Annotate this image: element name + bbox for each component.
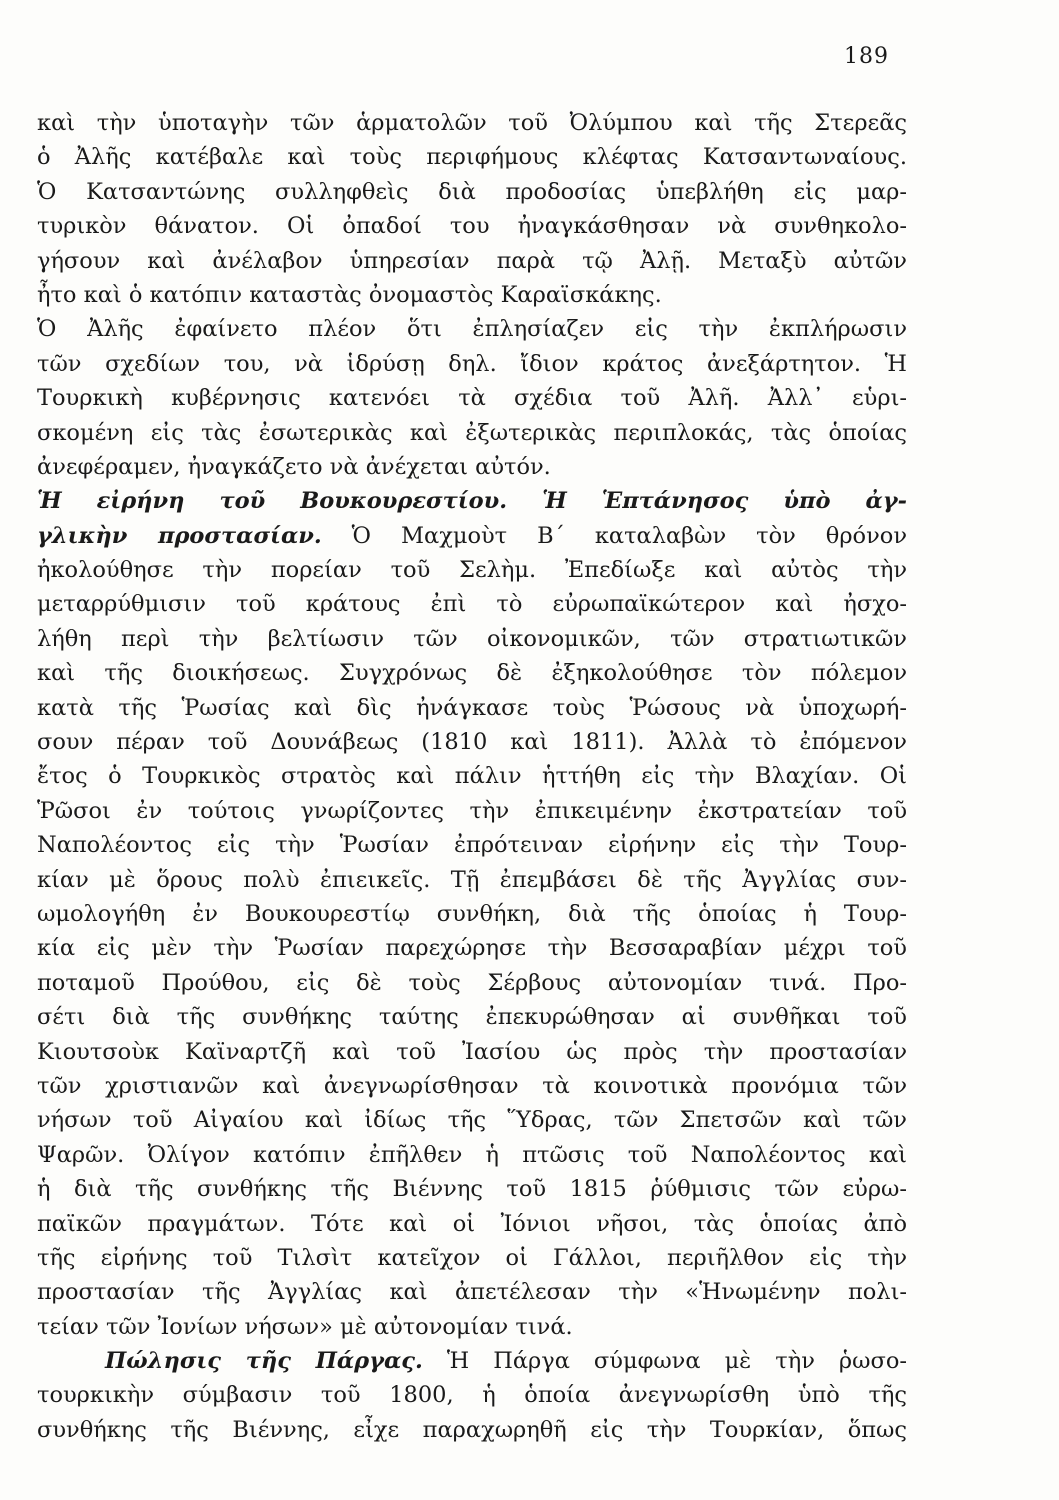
text-segment: τείαν τῶν Ἰονίων νήσων» μὲ αὐτονομίαν τινά.	[37, 1313, 573, 1340]
text-segment: ποταμοῦ Προύθου, εἰς δὲ τοὺς Σέρβους αὐτονομίαν τινά. Προ-	[37, 969, 907, 996]
text-line	[37, 244, 907, 278]
page-number: 189	[844, 44, 889, 69]
text-segment: κία εἰς μὲν τὴν Ῥωσίαν παρεχώρησε τὴν Βεσσαραβίαν μέχρι τοῦ	[37, 935, 907, 962]
text-segment: ἀνεφέραμεν, ἠναγκάζετο νὰ ἀνέχεται αὐτόν.	[37, 453, 551, 480]
text-line	[37, 1207, 907, 1241]
text-line	[37, 656, 907, 690]
text-line	[37, 140, 907, 174]
text-segment: κατὰ τῆς Ῥωσίας καὶ δὶς ἠνάγκασε τοὺς Ῥώσους νὰ ὑποχωρή-	[37, 694, 907, 721]
text-segment: ωμολογήθη ἐν Βουκουρεστίῳ συνθήκη, διὰ τῆς ὁποίας ἡ Τουρ-	[37, 900, 907, 927]
text-segment: Ἡ Πάργα σύμφωνα μὲ τὴν ῥωσο-	[422, 1348, 907, 1375]
text-segment: Ῥῶσοι ἐν τούτοις γνωρίζοντες τὴν ἐπικειμένην ἐκστρατείαν τοῦ	[37, 797, 907, 824]
text-segment: Ψαρῶν. Ὀλίγον κατόπιν ἐπῆλθεν ἡ πτῶσις τοῦ Ναπολέοντος καὶ	[37, 1141, 907, 1168]
text-segment: γήσουν καὶ ἀνέλαβον ὑπηρεσίαν παρὰ τῷ Ἀλῇ. Μεταξὺ αὐτῶν	[37, 247, 907, 274]
text-segment: καὶ τὴν ὑποταγὴν τῶν ἁρματολῶν τοῦ Ὀλύμπου καὶ τῆς Στερεᾶς	[37, 110, 907, 136]
text-line	[37, 1035, 907, 1069]
text-segment: μεταρρύθμισιν τοῦ κράτους ἐπὶ τὸ εὐρωπαϊκώτερον καὶ ἠσχο-	[37, 591, 907, 618]
text-line	[37, 175, 907, 209]
text-line	[37, 587, 907, 621]
text-segment: προστασίαν τῆς Ἀγγλίας καὶ ἀπετέλεσαν τὴν «Ἡνωμένην πολι-	[37, 1279, 907, 1306]
text-line	[37, 622, 907, 656]
section-heading: Ἡ εἰρήνη τοῦ Βουκουρεστίου. Ἡ Ἑπτάνησος ὑπὸ ἀγ-	[37, 488, 907, 515]
text-segment: σέτι διὰ τῆς συνθήκης ταύτης ἐπεκυρώθησαν αἱ συνθῆκαι τοῦ	[37, 1004, 907, 1031]
section-heading: Πώλησις τῆς Πάργας.	[105, 1348, 423, 1375]
text-line	[37, 863, 907, 897]
text-segment: κίαν μὲ ὅρους πολὺ ἐπιεικεῖς. Τῇ ἐπεμβάσει δὲ τῆς Ἀγγλίας συν-	[37, 866, 907, 893]
text-line	[37, 897, 907, 931]
text-line	[37, 209, 907, 243]
text-segment: ἦτο καὶ ὁ κατόπιν καταστὰς ὀνομαστὸς Καραϊσκάκης.	[37, 281, 662, 308]
text-segment: τῆς εἰρήνης τοῦ Τιλσὶτ κατεῖχον οἱ Γάλλοι, περιῆλθον εἰς τὴν	[37, 1244, 907, 1271]
text-segment: Κιουτσοὺκ Καϊναρτζῆ καὶ τοῦ Ἰασίου ὡς πρὸς τὴν προστασίαν	[37, 1038, 907, 1065]
text-segment: παϊκῶν πραγμάτων. Τότε καὶ οἱ Ἰόνιοι νῆσοι, τὰς ὁποίας ἀπὸ	[37, 1210, 907, 1237]
text-segment: Ὁ Μαχμοὺτ Β΄ καταλαβὼν τὸν θρόνον	[321, 522, 907, 549]
text-line	[37, 106, 907, 140]
text-line	[37, 312, 907, 346]
text-line	[37, 794, 907, 828]
text-line	[37, 725, 907, 759]
text-line	[37, 828, 907, 862]
text-segment: σκομένη εἰς τὰς ἐσωτερικὰς καὶ ἐξωτερικὰς περιπλοκάς, τὰς ὁποίας	[37, 419, 907, 446]
text-line	[37, 1069, 907, 1103]
text-line	[37, 381, 907, 415]
text-segment: ἔτος ὁ Τουρκικὸς στρατὸς καὶ πάλιν ἡττήθη εἰς τὴν Βλαχίαν. Οἱ	[37, 763, 907, 790]
text-segment: ἡ διὰ τῆς συνθήκης τῆς Βιέννης τοῦ 1815 ῥύθμισις τῶν εὐρω-	[37, 1176, 907, 1203]
section-heading: γλικὴν προστασίαν.	[37, 522, 322, 549]
text-segment: σουν πέραν τοῦ Δουνάβεως (1810 καὶ 1811). Ἀλλὰ τὸ ἐπόμενον	[37, 729, 907, 756]
text-line	[37, 1413, 907, 1447]
text-line	[37, 1310, 907, 1344]
text-line	[37, 347, 907, 381]
text-line	[37, 966, 907, 1000]
text-line	[37, 1275, 907, 1309]
text-line	[37, 1103, 907, 1137]
text-segment: Ὁ Κατσαντώνης συλληφθεὶς διὰ προδοσίας ὑπεβλήθη εἰς μαρ-	[37, 178, 907, 205]
text-segment: τῶν σχεδίων του, νὰ ἱδρύσῃ δηλ. ἴδιον κράτος ἀνεξάρτητον. Ἡ	[37, 350, 907, 377]
text-line	[37, 278, 907, 312]
text-segment: Ὁ Ἀλῆς ἐφαίνετο πλέον ὅτι ἐπλησίαζεν εἰς τὴν ἐκπλήρωσιν	[37, 316, 907, 343]
text-segment: τουρκικὴν σύμβασιν τοῦ 1800, ἡ ὁποία ἀνεγνωρίσθη ὑπὸ τῆς	[37, 1382, 907, 1409]
text-line	[37, 1000, 907, 1034]
text-segment: ὁ Ἀλῆς κατέβαλε καὶ τοὺς περιφήμους κλέφτας Κατσαντωναίους.	[37, 144, 907, 171]
text-line	[37, 1172, 907, 1206]
text-segment: καὶ τῆς διοικήσεως. Συγχρόνως δὲ ἐξηκολούθησε τὸν πόλεμον	[37, 660, 907, 687]
text-line	[37, 416, 907, 450]
text-segment: νήσων τοῦ Αἰγαίου καὶ ἰδίως τῆς Ὕδρας, τῶν Σπετσῶν καὶ τῶν	[37, 1107, 907, 1134]
text-segment: ἠκολούθησε τὴν πορείαν τοῦ Σελὴμ. Ἐπεδίωξε καὶ αὐτὸς τὴν	[37, 557, 907, 584]
body-text	[37, 106, 907, 1447]
text-line	[37, 691, 907, 725]
text-line	[37, 553, 907, 587]
text-line	[37, 519, 907, 553]
text-line	[37, 1378, 907, 1412]
text-segment: Ναπολέοντος εἰς τὴν Ῥωσίαν ἐπρότειναν εἰρήνην εἰς τὴν Τουρ-	[37, 832, 907, 859]
text-line	[37, 1138, 907, 1172]
text-segment: λήθη περὶ τὴν βελτίωσιν τῶν οἰκονομικῶν, τῶν στρατιωτικῶν	[37, 625, 907, 652]
text-line	[37, 759, 907, 793]
text-line	[37, 1344, 907, 1378]
text-segment: τυρικὸν θάνατον. Οἱ ὀπαδοί του ἠναγκάσθησαν νὰ συνθηκολο-	[37, 213, 907, 240]
text-segment: τῶν χριστιανῶν καὶ ἀνεγνωρίσθησαν τὰ κοινοτικὰ προνόμια τῶν	[37, 1072, 907, 1099]
text-line	[37, 450, 907, 484]
text-segment: Τουρκικὴ κυβέρνησις κατενόει τὰ σχέδια τοῦ Ἀλῆ. Ἀλλ᾽ εὑρι-	[37, 385, 907, 412]
text-line	[37, 484, 907, 518]
text-line	[37, 931, 907, 965]
text-line	[37, 1241, 907, 1275]
text-segment: συνθήκης τῆς Βιέννης, εἶχε παραχωρηθῆ εἰς τὴν Τουρκίαν, ὅπως	[37, 1416, 907, 1443]
